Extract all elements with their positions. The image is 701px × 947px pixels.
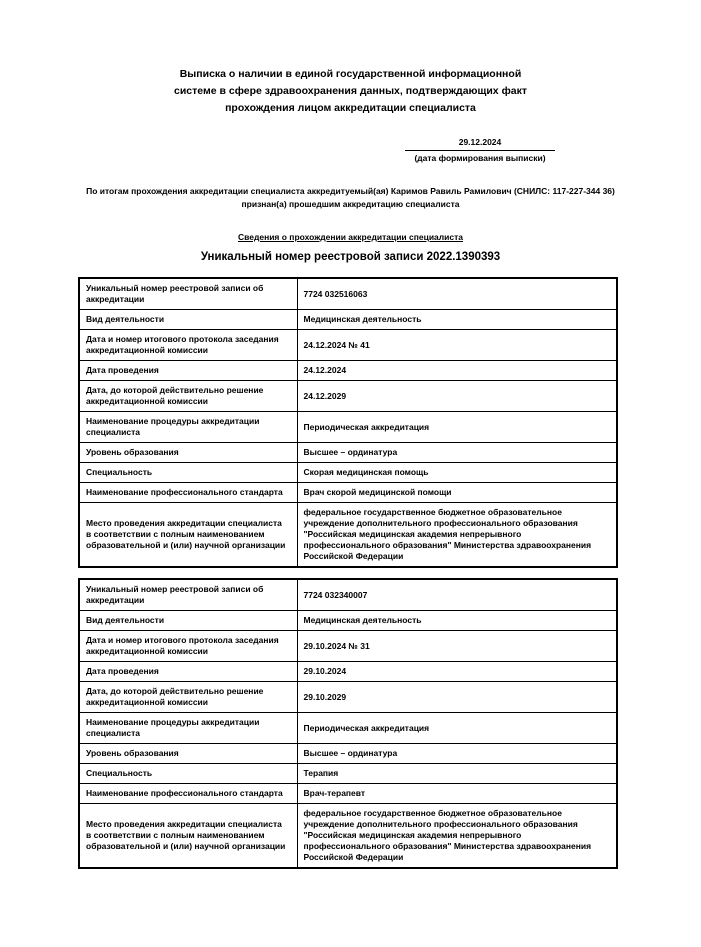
row-label: Уникальный номер реестровой записи об аккредитации <box>79 278 297 310</box>
row-value: Периодическая аккредитация <box>297 412 617 443</box>
row-label: Вид деятельности <box>79 611 297 631</box>
table-row <box>79 483 617 503</box>
table-row <box>79 463 617 483</box>
row-value: 7724 032516063 <box>297 278 617 310</box>
table-row <box>79 713 617 744</box>
row-value: Медицинская деятельность <box>297 310 617 330</box>
table-row <box>79 744 617 764</box>
table-row <box>79 381 617 412</box>
row-value: Терапия <box>297 764 617 784</box>
document-title <box>0 66 701 117</box>
row-value: Скорая медицинская помощь <box>297 463 617 483</box>
row-label: Наименование профессионального стандарта <box>79 483 297 503</box>
table-row <box>79 631 617 662</box>
document-page <box>0 66 701 869</box>
table-row <box>79 611 617 631</box>
row-label: Дата и номер итогового протокола заседания аккредитационной комиссии <box>79 631 297 662</box>
row-label: Место проведения аккредитации специалиста в соответствии с полным наименованием образовательной и (или) научной организации <box>79 804 297 869</box>
row-value: федеральное государственное бюджетное образовательное учреждение дополнительного профессионального образования "Российская медицинская академия непрерывного профессионального образования" Министерства здравоохранения Российской Федерации <box>297 804 617 869</box>
row-label: Место проведения аккредитации специалиста в соответствии с полным наименованием образовательной и (или) научной организации <box>79 503 297 568</box>
section-heading: Сведения о прохождении аккредитации специалиста <box>237 232 464 242</box>
table-row <box>79 662 617 682</box>
registry-number-heading: Уникальный номер реестровой записи 2022.1390393 <box>200 251 501 263</box>
accreditation-table-2 <box>78 578 618 869</box>
row-label: Дата, до которой действительно решение аккредитационной комиссии <box>79 682 297 713</box>
document-title-line-1: Выписка о наличии в единой государственной информационной <box>179 68 522 80</box>
table-row <box>79 579 617 611</box>
table-row <box>79 330 617 361</box>
row-label: Дата проведения <box>79 361 297 381</box>
row-label: Наименование профессионального стандарта <box>79 784 297 804</box>
row-value: 24.12.2024 <box>297 361 617 381</box>
row-value: Врач-терапевт <box>297 784 617 804</box>
row-value: федеральное государственное бюджетное образовательное учреждение дополнительного профессионального образования "Российская медицинская академия непрерывного профессионального образования" Министерства здравоохранения Российской Федерации <box>297 503 617 568</box>
row-value: 29.10.2029 <box>297 682 617 713</box>
table-row <box>79 278 617 310</box>
table-row <box>79 764 617 784</box>
row-label: Наименование процедуры аккредитации специалиста <box>79 412 297 443</box>
row-value: 24.12.2024 № 41 <box>297 330 617 361</box>
row-label: Вид деятельности <box>79 310 297 330</box>
table-row <box>79 784 617 804</box>
table-row <box>79 682 617 713</box>
row-value: Периодическая аккредитация <box>297 713 617 744</box>
accreditation-table-1 <box>78 277 618 568</box>
table-row <box>79 412 617 443</box>
row-value: Высшее – ординатура <box>297 744 617 764</box>
row-label: Уникальный номер реестровой записи об аккредитации <box>79 579 297 611</box>
row-label: Специальность <box>79 764 297 784</box>
table-row <box>79 443 617 463</box>
row-label: Уровень образования <box>79 443 297 463</box>
table-row <box>79 310 617 330</box>
intro-paragraph: По итогам прохождения аккредитации специалиста аккредитуемый(ая) Каримов Равиль Рамилович (СНИЛС: 117-227-344 36) признан(а) прошедшим аккредитацию специалиста <box>86 186 615 209</box>
table-row <box>79 804 617 869</box>
document-title-line-3: прохождения лицом аккредитации специалиста <box>225 102 476 114</box>
row-value: 7724 032340007 <box>297 579 617 611</box>
row-value: Врач скорой медицинской помощи <box>297 483 617 503</box>
extract-date: 29.12.2024 <box>405 137 555 151</box>
row-value: 29.10.2024 № 31 <box>297 631 617 662</box>
row-label: Дата проведения <box>79 662 297 682</box>
row-value: Высшее – ординатура <box>297 443 617 463</box>
row-label: Уровень образования <box>79 744 297 764</box>
document-title-line-2: системе в сфере здравоохранения данных, подтверждающих факт <box>173 85 527 97</box>
row-value: 24.12.2029 <box>297 381 617 412</box>
row-value: 29.10.2024 <box>297 662 617 682</box>
row-label: Специальность <box>79 463 297 483</box>
row-value: Медицинская деятельность <box>297 611 617 631</box>
row-label: Дата, до которой действительно решение аккредитационной комиссии <box>79 381 297 412</box>
row-label: Наименование процедуры аккредитации специалиста <box>79 713 297 744</box>
extract-date-caption: (дата формирования выписки) <box>414 153 546 163</box>
row-label: Дата и номер итогового протокола заседания аккредитационной комиссии <box>79 330 297 361</box>
extract-date-block <box>405 137 555 164</box>
table-row <box>79 503 617 568</box>
table-row <box>79 361 617 381</box>
